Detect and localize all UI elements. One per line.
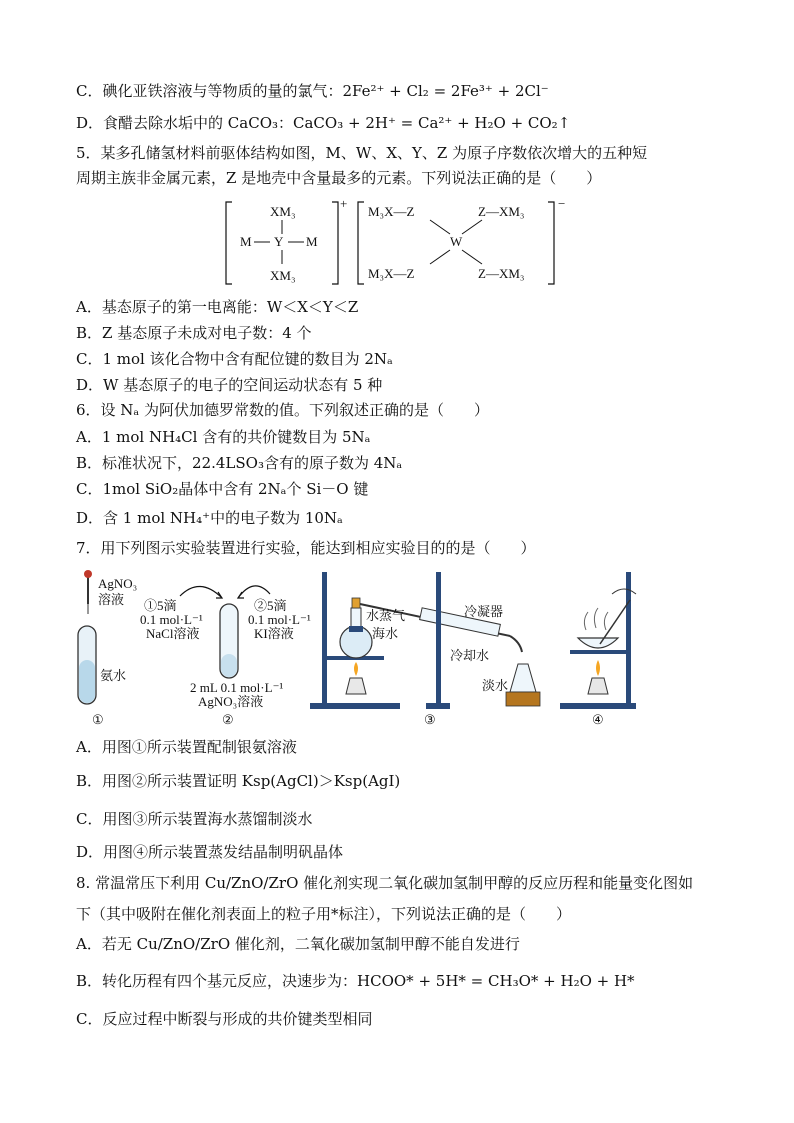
option-5A: A．基态原子的第一电离能：W＜X＜Y＜Z bbox=[76, 298, 359, 316]
fig3-distillation bbox=[310, 572, 540, 727]
structure-diagram bbox=[222, 198, 582, 290]
fig3-num: ③ bbox=[424, 712, 436, 727]
fig3-steam: 水蒸气 bbox=[366, 608, 406, 623]
cation-bottom: XM₃ bbox=[270, 268, 296, 283]
option-7A: A．用图①所示装置配制银氨溶液 bbox=[76, 738, 297, 756]
fig4-evaporation bbox=[560, 572, 636, 727]
anion-tl: M₃X—Z bbox=[368, 204, 415, 219]
option-8A: A．若无 Cu/ZnO/ZrO 催化剂，二氧化碳加氢制甲醇不能自发进行 bbox=[76, 935, 520, 953]
fig2-step1: ①5滴 bbox=[144, 598, 177, 613]
fig2-ksp-test bbox=[140, 586, 311, 727]
cation-top: XM₃ bbox=[270, 204, 296, 219]
fig1-num: ① bbox=[92, 712, 104, 727]
option-3C: C．碘化亚铁溶液与等物质的量的氯气：2Fe²⁺ + Cl₂ = 2Fe³⁺ + 2Cl⁻ bbox=[76, 82, 549, 100]
option-8B: B．转化历程有四个基元反应，决速步为：HCOO* + 5H* = CH₃O* + H₂O + H* bbox=[76, 972, 635, 990]
anion-br: Z—XM₃ bbox=[478, 266, 525, 281]
option-7C: C．用图③所示装置海水蒸馏制淡水 bbox=[76, 810, 313, 828]
option-6A: A．1 mol NH₄Cl 含有的共价键数目为 5Nₐ bbox=[76, 428, 371, 446]
anion-charge: − bbox=[558, 198, 566, 211]
option-6D: D．含 1 mol NH₄⁺中的电子数为 10Nₐ bbox=[76, 509, 343, 527]
fig3-sea: 海水 bbox=[372, 626, 399, 641]
fig2-bottom2: AgNO₃溶液 bbox=[198, 694, 264, 709]
option-8C: C．反应过程中断裂与形成的共价键类型相同 bbox=[76, 1010, 373, 1028]
option-6B: B．标准状况下，22.4LSO₃含有的原子数为 4Nₐ bbox=[76, 454, 403, 472]
fig2-s1: NaCl溶液 bbox=[146, 626, 200, 641]
option-5B: B．Z 基态原子未成对电子数：4 个 bbox=[76, 324, 312, 342]
fig2-num: ② bbox=[222, 712, 234, 727]
option-5C: C．1 mol 该化合物中含有配位键的数目为 2Nₐ bbox=[76, 350, 393, 368]
fig2-bottom1: 2 mL 0.1 mol·L⁻¹ bbox=[190, 680, 284, 695]
cation-charge: + bbox=[340, 198, 348, 211]
fig3-condenser: 冷凝器 bbox=[464, 604, 504, 619]
anion-bl: M₃X—Z bbox=[368, 266, 415, 281]
question-8-stem-2: 下（其中吸附在催化剂表面上的粒子用*标注），下列说法正确的是（ ） bbox=[76, 905, 572, 923]
question-8-stem-1: 8. 常温常压下利用 Cu/ZnO/ZrO 催化剂实现二氧化碳加氢制甲醇的反应历程和能量变化图如 bbox=[76, 874, 694, 892]
fig3-fresh: 淡水 bbox=[482, 678, 509, 693]
fig2-c1: 0.1 mol·L⁻¹ bbox=[140, 612, 203, 627]
cation-center: Y bbox=[274, 234, 284, 249]
anion-tr: Z—XM₃ bbox=[478, 204, 525, 219]
question-5-stem-2: 周期主族非金属元素，Z 是地壳中含量最多的元素。下列说法正确的是（ ） bbox=[76, 169, 602, 187]
fig4-num: ④ bbox=[592, 712, 604, 727]
apparatus-figure bbox=[70, 568, 640, 728]
fig3-cool: 冷却水 bbox=[450, 648, 490, 663]
question-6-stem: 6．设 Nₐ 为阿伏加德罗常数的值。下列叙述正确的是（ ） bbox=[76, 401, 489, 419]
cation-left: M bbox=[240, 234, 252, 249]
fig1-reagent: AgNO₃ bbox=[98, 576, 138, 591]
question-7-stem: 7．用下列图示实验装置进行实验，能达到相应实验目的的是（ ） bbox=[76, 539, 536, 557]
fig2-step2: ②5滴 bbox=[254, 598, 287, 613]
fig1-reagent2: 溶液 bbox=[98, 592, 125, 607]
fig1-tube: 氨水 bbox=[100, 668, 127, 683]
option-6C: C．1mol SiO₂晶体中含有 2Nₐ个 Si－O 键 bbox=[76, 480, 369, 498]
option-3D: D．食醋去除水垢中的 CaCO₃：CaCO₃ + 2H⁺ = Ca²⁺ + H₂O + CO₂↑ bbox=[76, 114, 571, 132]
anion-center: W bbox=[450, 234, 463, 249]
fig1-silver-ammonia bbox=[78, 570, 137, 727]
question-5-stem-1: 5．某多孔储氢材料前驱体结构如图，M、W、X、Y、Z 为原子序数依次增大的五种短 bbox=[76, 144, 648, 162]
option-5D: D．W 基态原子的电子的空间运动状态有 5 种 bbox=[76, 376, 383, 394]
fig2-c2: 0.1 mol·L⁻¹ bbox=[248, 612, 311, 627]
option-7D: D．用图④所示装置蒸发结晶制明矾晶体 bbox=[76, 843, 344, 861]
cation-right: M bbox=[306, 234, 318, 249]
fig2-s2: KI溶液 bbox=[254, 626, 294, 641]
option-7B: B．用图②所示装置证明 Ksp(AgCl)＞Ksp(AgI) bbox=[76, 772, 401, 790]
